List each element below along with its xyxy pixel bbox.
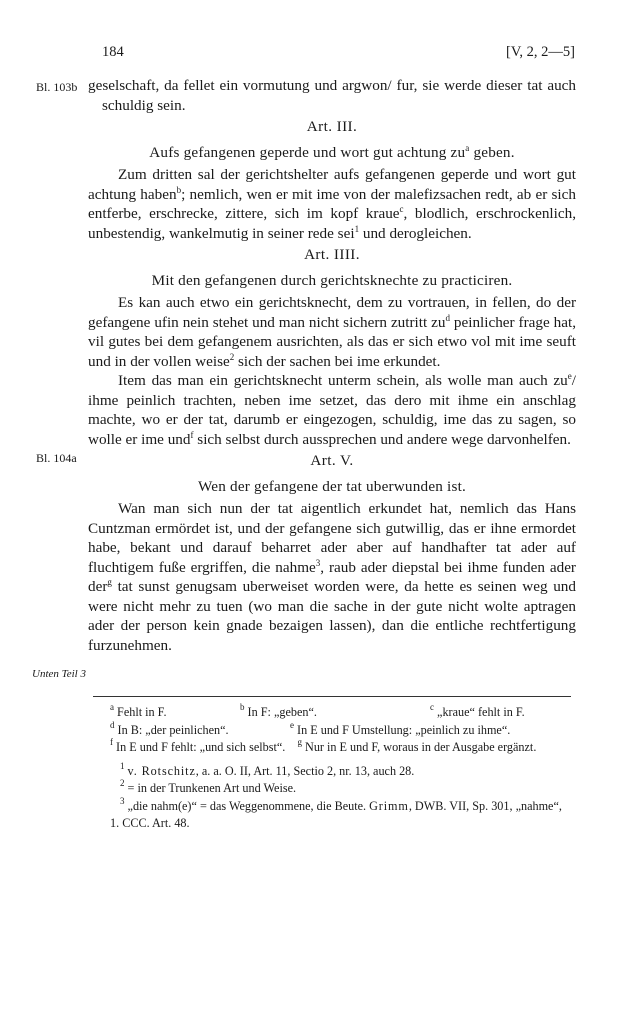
critical-apparatus-line-1: $^a$ Fehlt in F. $^b$ In F: „geben“. $^c$ „kraue“ fehlt in F. <box>110 702 525 719</box>
article-5-title: Wen der gefangene der tat uberwunden ist. <box>197 477 466 495</box>
main-text <box>88 76 576 655</box>
critical-apparatus-line-3: $^f$ In E und F fehlt: „und sich selbst“. $^g$ Nur in E und F, woraus in der Ausgabe ergänzt. <box>110 737 537 754</box>
margin-note-unten: Unten Teil 3 <box>32 668 86 680</box>
footnotes <box>110 704 571 833</box>
section-reference: [V, 2, 2—5] <box>505 44 575 60</box>
article-4-heading: Art. IIII. <box>304 246 360 263</box>
paragraph-continuation: geselschaft, da fellet ein vormutung und argwon/ fur, sie werde dieser tat auch schuldig sein. <box>88 77 576 114</box>
footnote-divider <box>93 696 571 697</box>
article-3-heading: Art. III. <box>306 118 358 135</box>
article-3-paragraph: Zum dritten sal der gerichtshelter aufs gefangenen geperde und wort gut achtung haben$^b$; nemlich, wen er mit ime von der malefizsachen redt, ab er sich entferbe, erschrecke, zittere, sich im kopf kraue$^c$, blodlich, erschrockenlich, unbestendig, wankelmutig in seiner rede sei$^1$ und derogleichen. <box>88 166 576 242</box>
page-number: 184 <box>102 44 124 60</box>
article-5-paragraph: Wan man sich nun der tat aigentlich erkundet hat, nemlich das Hans Cuntzman ermördet ist, und der gefangene sich gutwillig, das er ihne ermordet habe, bekant und darauf beharret ader aber auf handhafter tat ader auf fluchtigem fuße ergriffen, die nahme$^3$, raub ader diepstal bei ihme funden ader der$^g$ tat sunst genugsam uberweiset worden were, da hette es seinen weg und were nicht mehr zu tuen (wo man die sache in der gute nicht wolte aptragen ader der person kein gnade bezaigen lassen), dan die entliche rechtfertigung furzunehmen. <box>88 500 576 654</box>
margin-note-bl104: Bl. 104a <box>36 451 77 465</box>
article-5-heading: Art. V. <box>310 452 354 469</box>
article-4-paragraph-1: Es kan auch etwo ein gerichtsknecht, dem zu vortrauen, in fellen, do der gefangene ufin nein stehet und man nicht sichern zutritt $zu^d$ peinlicher frage hat, vil gutes bei dem gefangenem ausrichten, als das er sich etwo vol mit ime seuft und in der vollen weise$^2$ sich der sachen bei ime erkundet. <box>88 294 576 370</box>
footnote-list <box>110 760 571 833</box>
footnote-2: $^2$ = in der Trunkenen Art und Weise. <box>120 778 297 795</box>
article-3-title: Aufs gefangenen geperde und wort gut achtung $zu^a$ geben. <box>149 142 515 161</box>
margin-note-bl103: Bl. 103b <box>36 80 78 94</box>
article-4-paragraph-2: Item das man ein gerichtsknecht unterm schein, als wolle man auch $zu^e/$ ihme peinlich trachten, neben ime setzet, das dero mit ihme ein anschlag machte, wo er der tat, darumb er eingezogen, schuldig, ime das zu sagen, so wolle er ime und$^f$ sich selbst durch aussprechen und andere wege darvonhelfen. <box>88 371 576 448</box>
article-4-title: Mit den gefangenen durch gerichtsknechte zu practiciren. <box>151 271 513 289</box>
footnote-3: $^3$ „die nahm(e)“ = das Weggenommene, die Beute. Grimm, DWB. VII, Sp. 301, „nahme“, 1. CCC. Art. 48. <box>110 795 562 830</box>
critical-apparatus-line-2: $^d$ In B: „der peinlichen“. $^e$ In E und F Umstellung: „peinlich zu ihme“. <box>110 719 511 737</box>
footnote-1: $^1$ v. Rotschitz, a. a. O. II, Art. 11, Sectio 2, nr. 13, auch 28. <box>120 760 415 778</box>
